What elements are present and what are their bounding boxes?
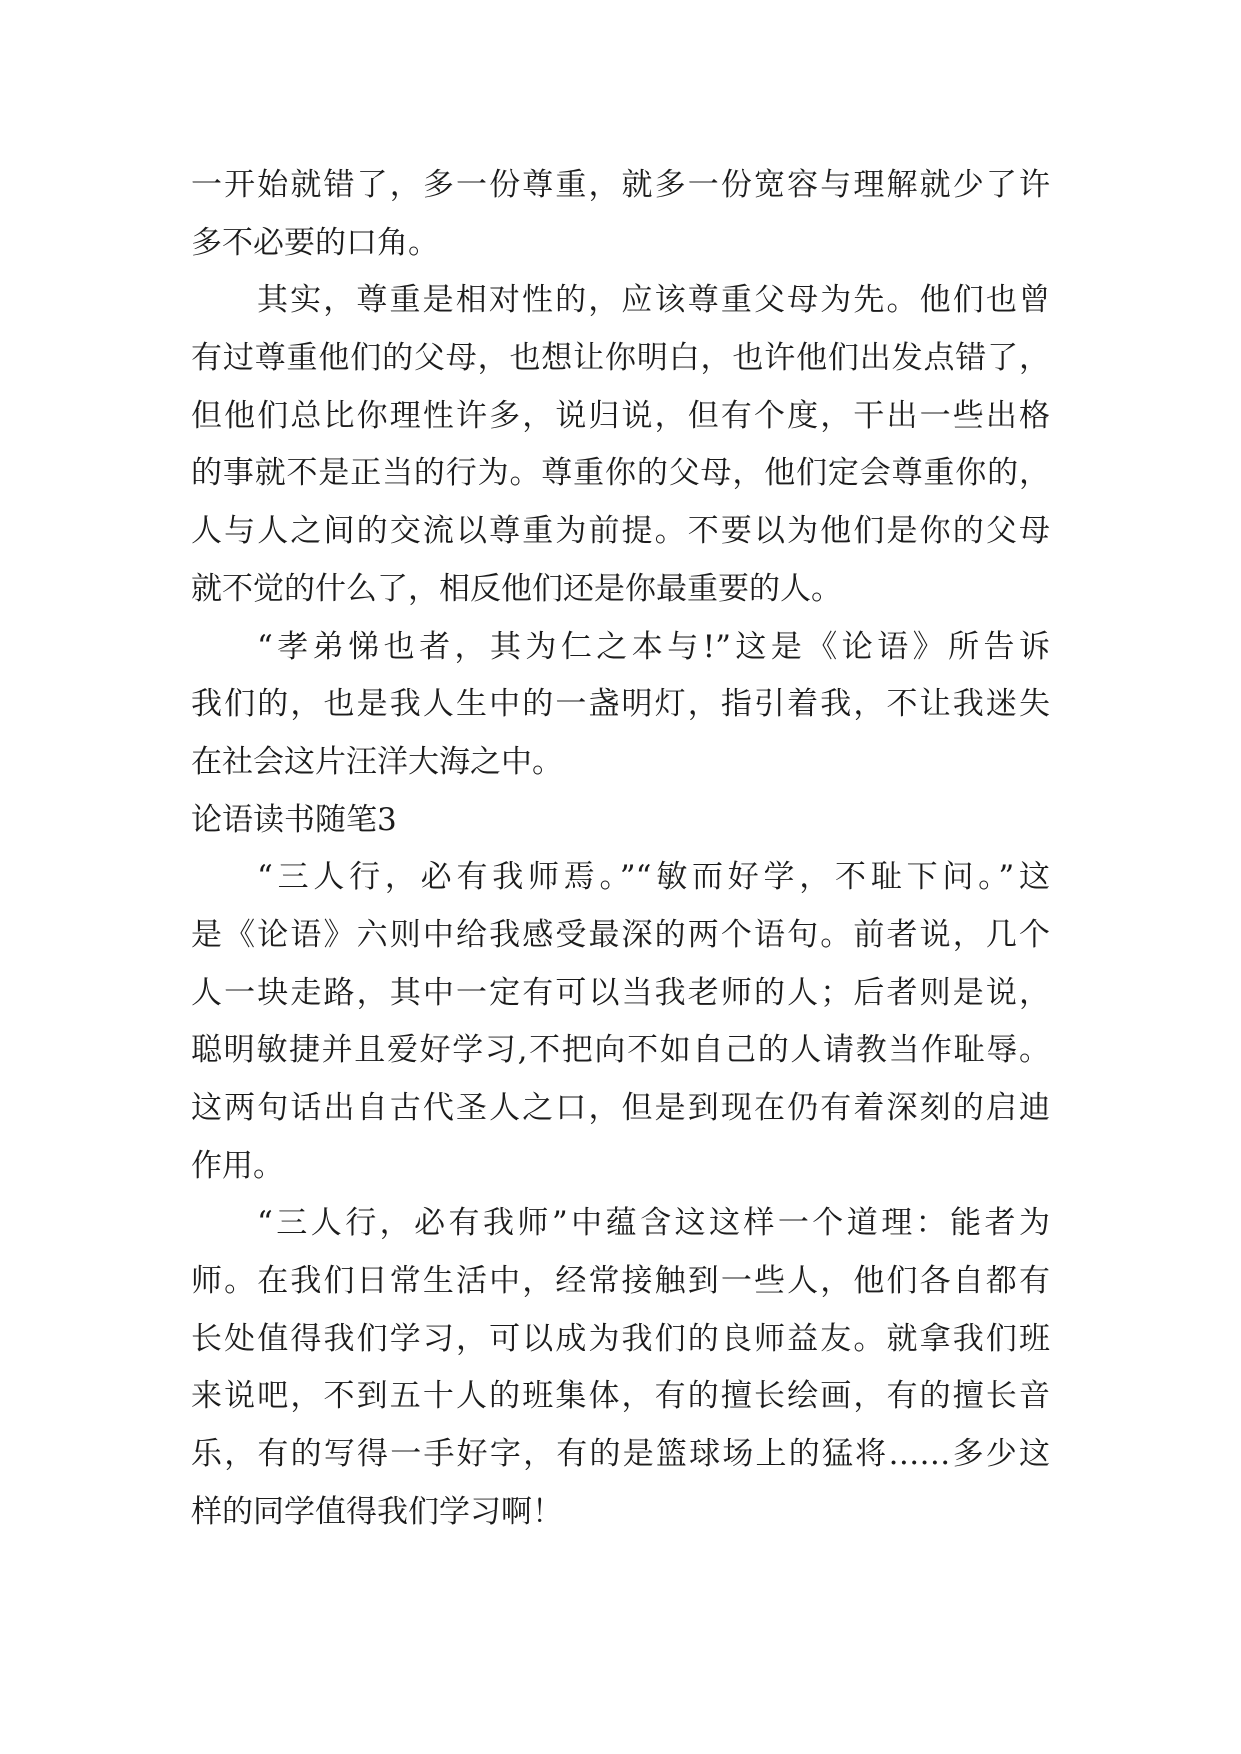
text-line: 就不觉的什么了，相反他们还是你最重要的人。 — [191, 570, 842, 607]
section-heading: 论语读书随笔3 — [191, 801, 397, 838]
text-line: 师。在我们日常生活中，经常接触到一些人，他们各自都有 — [191, 1263, 1050, 1300]
text-line: 的事就不是正当的行为。尊重你的父母，他们定会尊重你的， — [191, 455, 1050, 492]
text-line: “三人行，必有我师焉。”“敏而好学，不耻下问。”这 — [257, 859, 1050, 896]
paragraph — [191, 1195, 1050, 1541]
text-line: “孝弟悌也者，其为仁之本与!”这是《论语》所告诉 — [257, 628, 1050, 665]
text-line: “三人行，必有我师”中蕴含这这样一个道理：能者为 — [257, 1205, 1050, 1242]
text-line: 作用。 — [191, 1147, 284, 1184]
paragraph — [191, 272, 1050, 618]
paragraph — [191, 849, 1050, 1195]
text-line: 多不必要的口角。 — [191, 224, 439, 261]
text-line: 这两句话出自古代圣人之口，但是到现在仍有着深刻的启迪 — [191, 1090, 1050, 1126]
text-line: 人一块走路，其中一定有可以当我老师的人；后者则是说， — [191, 974, 1050, 1011]
text-line: 来说吧，不到五十人的班集体，有的擅长绘画，有的擅长音 — [191, 1378, 1050, 1415]
text-line: 长处值得我们学习，可以成为我们的良师益友。就拿我们班 — [191, 1320, 1050, 1357]
document-body — [191, 157, 1050, 1542]
text-line: 但他们总比你理性许多，说归说，但有个度，干出一些出格 — [191, 397, 1050, 434]
paragraph — [191, 157, 1050, 272]
text-line: 是《论语》六则中给我感受最深的两个语句。前者说，几个 — [191, 916, 1050, 953]
text-line: 在社会这片汪洋大海之中。 — [191, 743, 563, 780]
paragraph — [191, 619, 1050, 792]
text-line: 我们的，也是我人生中的一盏明灯，指引着我，不让我迷失 — [191, 686, 1050, 723]
text-line: 一开始就错了，多一份尊重，就多一份宽容与理解就少了许 — [191, 167, 1050, 203]
text-line: 乐，有的写得一手好字，有的是篮球场上的猛将……多少这 — [191, 1436, 1050, 1473]
text-line: 样的同学值得我们学习啊！ — [191, 1493, 563, 1530]
text-line: 聪明敏捷并且爱好学习,不把向不如自己的人请教当作耻辱。 — [191, 1032, 1050, 1069]
text-line: 人与人之间的交流以尊重为前提。不要以为他们是你的父母 — [191, 513, 1050, 550]
text-line: 其实，尊重是相对性的，应该尊重父母为先。他们也曾 — [257, 282, 1050, 319]
text-line: 有过尊重他们的父母，也想让你明白，也许他们出发点错了， — [191, 340, 1050, 377]
